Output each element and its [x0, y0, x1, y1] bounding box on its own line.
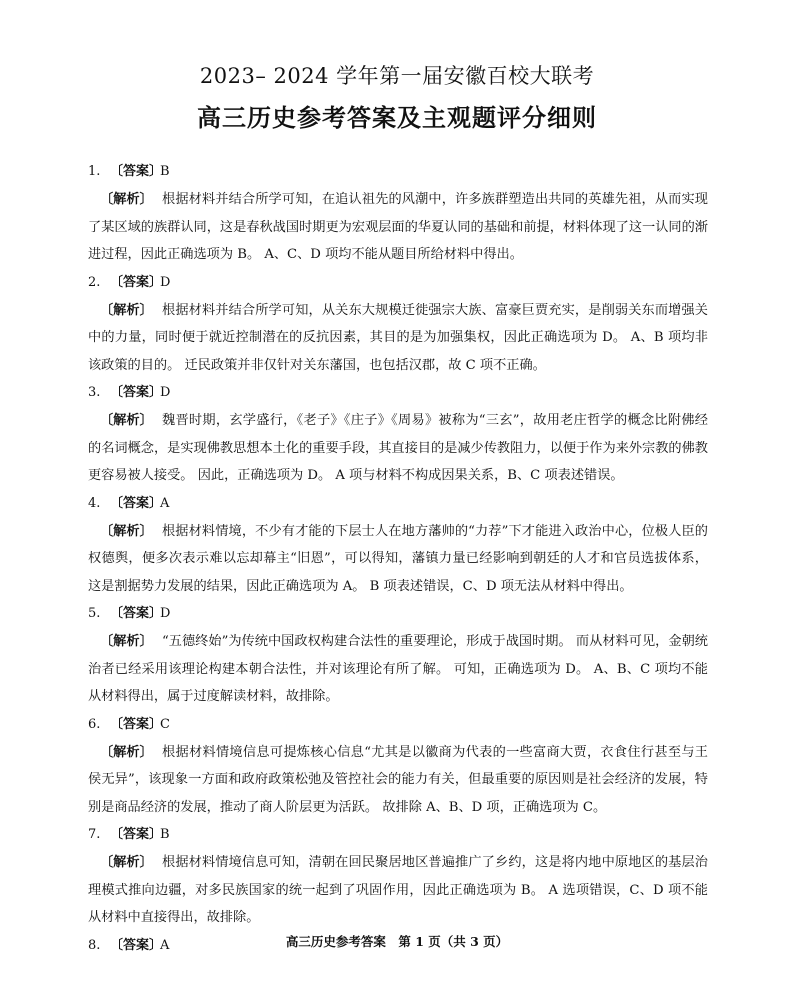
exam-title: 2023– 2024 学年第一届安徽百校大联考 — [199, 64, 595, 88]
question-number: 6. — [88, 716, 101, 732]
answer-label: 〔答案〕 — [110, 385, 163, 400]
explanation-paragraph — [88, 297, 708, 380]
question-number: 7. — [88, 827, 101, 842]
explanation-text: 魏晋时期，玄学盛行，《老子》《庄子》《周易》被称为“三玄”，故用老庄哲学的概念比附佛经的名词概念，是实现佛教思想本土化的重要手段，其直接目的是减少传教阻力，以便于作为来外宗教的佛教更容易被人接受。 因此，正确选项为 D。 A 项与材料不构成因果关系，B、C 项表述错误。 — [88, 413, 708, 483]
answer-line — [88, 379, 708, 407]
answer-line — [88, 600, 708, 628]
answer-label: 〔答案〕 — [110, 827, 163, 842]
answer-line — [88, 158, 708, 186]
answer-value: B — [160, 164, 170, 179]
question-item-6 — [88, 711, 708, 822]
answer-value: D — [160, 385, 171, 400]
question-item-4 — [88, 490, 708, 601]
explanation-paragraph — [88, 739, 708, 822]
explanation-text: 根据材料并结合所学可知，在追认祖先的风潮中，许多族群塑造出共同的英雄先祖，从而实现了某区域的族群认同，这是春秋战国时期更为宏观层面的华夏认同的基础和前提，材料体现了这一认同的渐进过程，因此正确选项为 B。 A、C、D 项均不能从题目所给材料中得出。 — [88, 192, 708, 262]
answer-value: C — [160, 716, 170, 732]
answer-line — [88, 490, 708, 518]
explanation-text: 根据材料情境信息可提炼核心信息“尤其是以徽商为代表的一些富商大贾，衣食住行甚至与王侯无异”，该现象一方面和政府政策松弛及管控社会的能力有关，但最重要的原因则是社会经济的发展，特别是商品经济的发展，推动了商人阶层更为活跃。 故排除 A、B、D 项，正确选项为 C。 — [88, 744, 708, 815]
question-number: 8. — [88, 937, 101, 953]
document-title: 高三历史参考答案及主观题评分细则 — [197, 103, 597, 132]
explanation-paragraph — [88, 628, 708, 711]
answer-value: D — [160, 606, 171, 621]
answer-label: 〔答案〕 — [110, 495, 163, 511]
answer-value: B — [160, 827, 170, 842]
question-item-7 — [88, 821, 708, 932]
explanation-label: 〔解析〕 — [100, 744, 153, 760]
answer-line — [88, 711, 708, 739]
explanation-label: 〔解析〕 — [100, 523, 153, 539]
question-number: 4. — [88, 495, 101, 511]
answer-value: A — [160, 937, 170, 953]
question-item-2 — [88, 269, 708, 380]
explanation-label: 〔解析〕 — [100, 634, 153, 649]
explanation-label: 〔解析〕 — [100, 855, 153, 870]
answer-value: A — [160, 495, 170, 511]
answer-value: D — [160, 274, 171, 290]
question-number: 3. — [88, 385, 101, 400]
answer-line — [88, 269, 708, 297]
page-footer: 高三历史参考答案 第 1 页（共 3 页） — [285, 934, 509, 949]
answer-label: 〔答案〕 — [110, 274, 163, 290]
answer-list — [88, 158, 708, 960]
question-number: 2. — [88, 274, 101, 290]
answer-label: 〔答案〕 — [110, 606, 163, 621]
answer-label: 〔答案〕 — [110, 937, 163, 953]
explanation-text: 根据材料并结合所学可知，从关东大规模迁徙强宗大族、富豪巨贾充实，是削弱关东而增强关中的力量，同时便于就近控制潜在的反抗因素，其目的是为加强集权，因此正确选项为 D。 A、B 项均非该政策的目的。 迁民政策并非仅针对关东藩国，也包括汉郡，故 C 项不正确。 — [88, 302, 708, 373]
explanation-text: “五德终始”为传统中国政权构建合法性的重要理论，形成于战国时期。 而从材料可见，金朝统治者已经采用该理论构建本朝合法性，并对该理论有所了解。 可知，正确选项为 D。 A、B、C 项均不能从材料得出，属于过度解读材料，故排除。 — [88, 634, 708, 704]
explanation-text: 根据材料情境，不少有才能的下层士人在地方藩帅的“力荐”下才能进入政治中心，位极人臣的权德舆，便多次表示难以忘却幕主“旧恩”，可以得知，藩镇力量已经影响到朝廷的人才和官员选拔体系，这是割据势力发展的结果，因此正确选项为 A。 B 项表述错误，C、D 项无法从材料中得出。 — [88, 523, 708, 594]
answer-label: 〔答案〕 — [110, 716, 163, 732]
explanation-paragraph — [88, 849, 708, 932]
explanation-label: 〔解析〕 — [100, 413, 153, 428]
explanation-paragraph — [88, 518, 708, 601]
explanation-paragraph — [88, 186, 708, 269]
explanation-paragraph — [88, 407, 708, 490]
explanation-label: 〔解析〕 — [100, 192, 153, 207]
explanation-label: 〔解析〕 — [100, 302, 153, 318]
question-number: 5. — [88, 606, 101, 621]
explanation-text: 根据材料情境信息可知，清朝在回民聚居地区普遍推广了乡约，这是将内地中原地区的基层治理模式推向边疆，对多民族国家的统一起到了巩固作用，因此正确选项为 B。 A 选项错误，C、D 项不能从材料中直接得出，故排除。 — [88, 855, 708, 925]
answer-line — [88, 821, 708, 849]
question-item-5 — [88, 600, 708, 711]
question-item-3 — [88, 379, 708, 490]
question-number: 1. — [88, 164, 101, 179]
answer-label: 〔答案〕 — [110, 164, 163, 179]
question-item-1 — [88, 158, 708, 269]
